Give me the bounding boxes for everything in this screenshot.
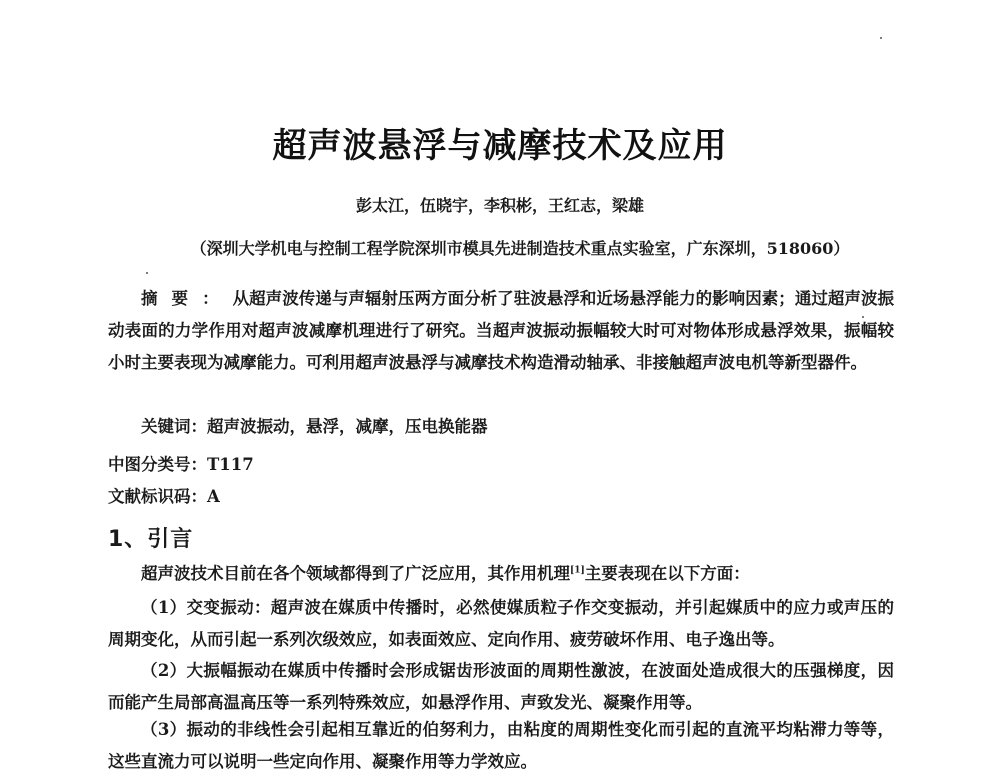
abstract-text: 从超声波传递与声辐射压两方面分析了驻波悬浮和近场悬浮能力的影响因素；通过超声波振动表面的力学作用对超声波减摩机理进行了研究。当超声波振动振幅较大时可对物体形成悬浮效果，振幅较小时主要表现为减摩能力。可利用超声波悬浮与减摩技术构造滑动轴承、非接触超声波电机等新型器件。: [108, 289, 895, 372]
scan-speck: [880, 37, 882, 39]
list-item-alternating-vibration: （1）交变振动：超声波在媒质中传播时，必然使媒质粒子作交变振动，并引起媒质中的应力或声压的周期变化，从而引起一系列次级效应，如表面效应、定向作用、疲劳破坏作用、电子逸出等。: [108, 598, 894, 649]
section-heading-introduction: 1、引言: [108, 527, 194, 552]
intro-text-after-ref: 主要表现在以下方面：: [584, 564, 750, 583]
author-list: 彭太江，伍晓宇，李积彬，王红志，梁雄: [355, 196, 644, 215]
list-item-nonlinear: （3）振动的非线性会引起相互靠近的伯努利力，由粘度的周期性变化而引起的直流平均粘滞力等等，这些直流力可以说明一些定向作用、凝聚作用等力学效应。: [108, 720, 894, 771]
intro-text-before-ref: 超声波技术目前在各个领域都得到了广泛应用，其作用机理: [141, 564, 570, 583]
citation-ref: [1]: [570, 565, 585, 576]
paper-title: 超声波悬浮与减摩技术及应用: [272, 126, 728, 166]
list-item-large-amplitude: （2）大振幅振动在媒质中传播时会形成锯齿形波面的周期性激波，在波面处造成很大的压强梯度，因而能产生局部高温高压等一系列特殊效应，如悬浮作用、声致发光、凝聚作用等。: [108, 661, 894, 712]
document-code-line: 文献标识码：A: [108, 487, 220, 506]
scan-speck: [146, 272, 148, 274]
scan-speck: [862, 316, 864, 318]
abstract-label: 摘要：: [141, 289, 233, 308]
abstract-paragraph: [108, 283, 894, 379]
intro-paragraph: [108, 558, 894, 590]
keywords-line: 关键词：超声波振动，悬浮，减摩，压电换能器: [141, 417, 488, 436]
author-affiliation: （深圳大学机电与控制工程学院深圳市模具先进制造技术重点实验室，广东深圳，518060）: [190, 239, 850, 258]
clc-number-line: 中图分类号：T117: [108, 455, 254, 474]
